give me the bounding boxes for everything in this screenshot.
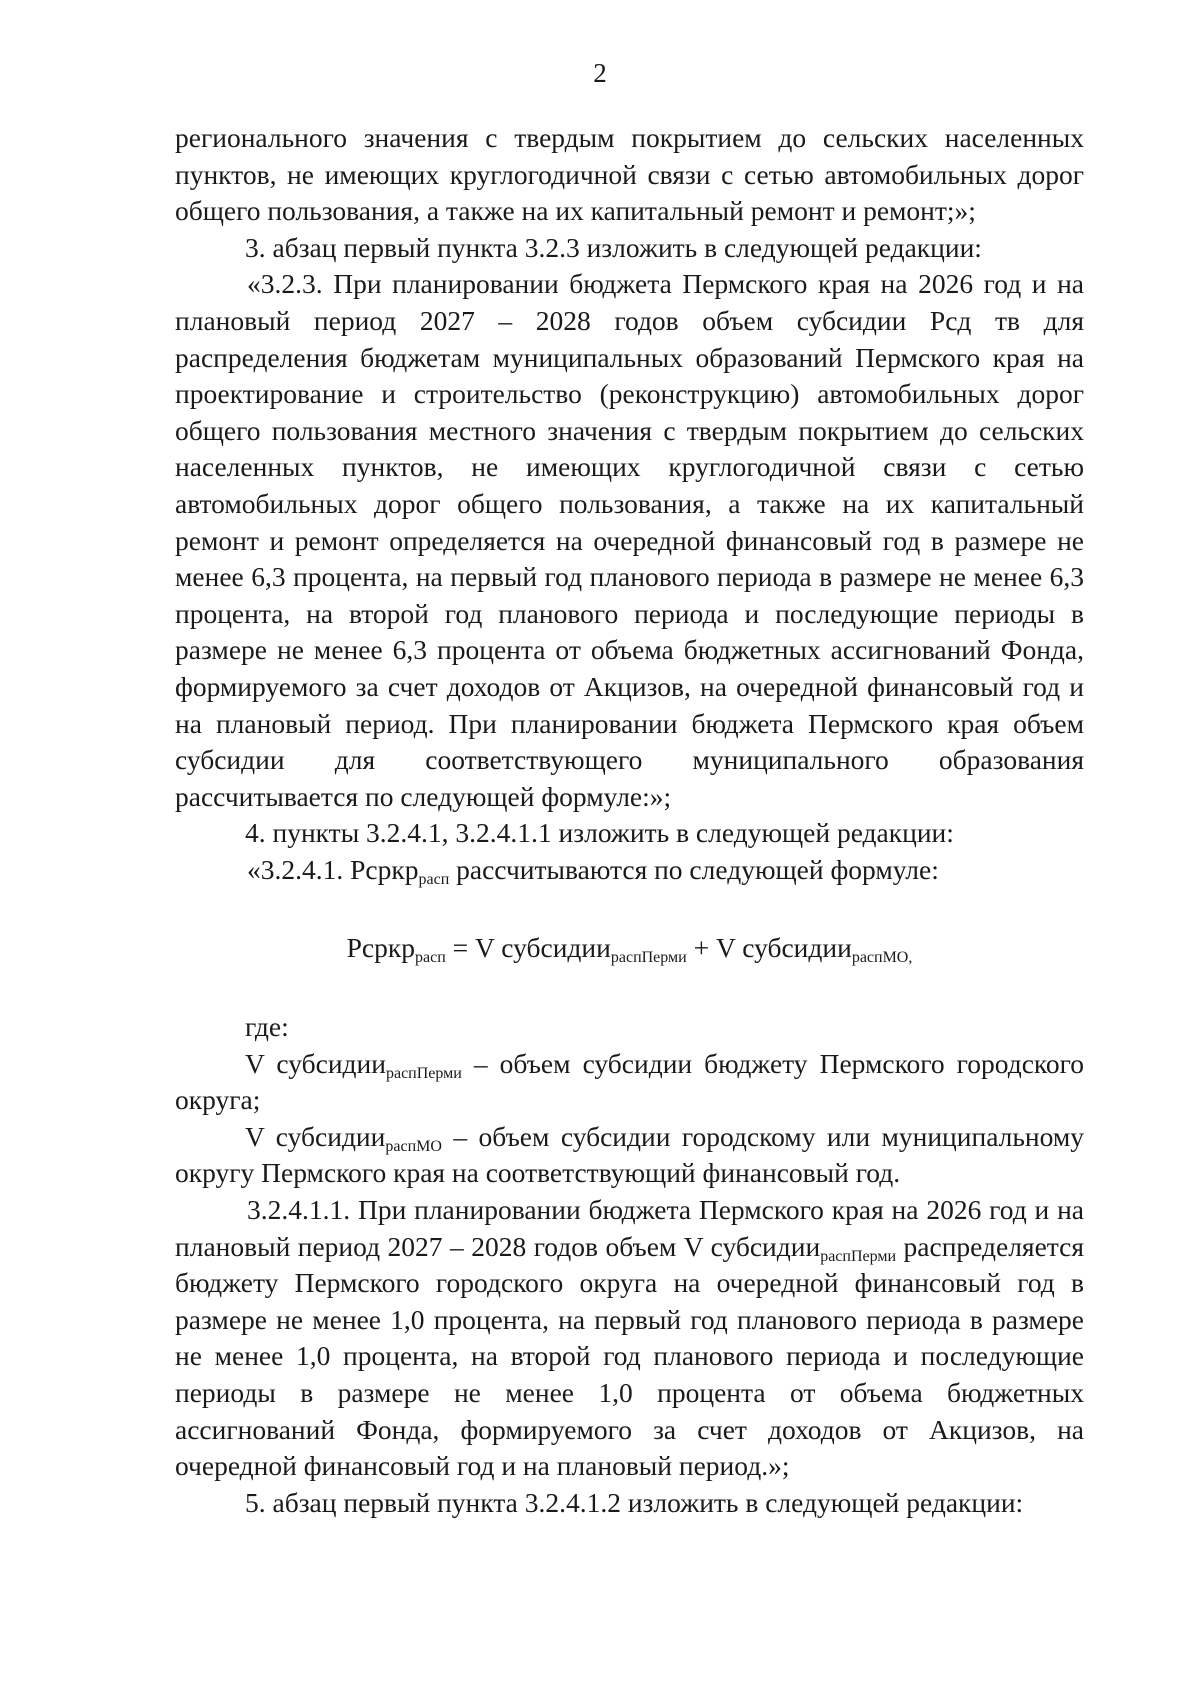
text-line: общего пользования, а также на их капитальный ремонт и ремонт;»; xyxy=(175,195,976,227)
text-line: регионального значения с твердым покрытием до сельских населенных xyxy=(175,122,1084,153)
paragraph-continuation xyxy=(175,120,1084,230)
definition-mo: V субсидии$_{распМО}$ – объем субсидии городскому или муниципальному округу Пермского края на соответствующий финансовый год. xyxy=(175,1120,1085,1189)
where-label: где: xyxy=(245,1011,289,1043)
page-number: 2 xyxy=(593,58,607,88)
paragraph-item-5: 5. абзац первый пункта 3.2.4.1.2 изложить в следующей редакции: xyxy=(245,1486,1024,1518)
paragraph-item-3: 3. абзац первый пункта 3.2.3 изложить в следующей редакции: xyxy=(245,231,982,263)
paragraph-item-4: 4. пункты 3.2.4.1, 3.2.4.1.1 изложить в следующей редакции: xyxy=(245,817,954,849)
document-body xyxy=(175,120,1084,1521)
paragraph-3-2-4-1: «3.2.4.1. Рсркр$_{расп}$ рассчитываются по следующей формуле: xyxy=(247,853,939,888)
paragraph-3-2-3: «3.2.3. При планировании бюджета Пермского края на 2026 год и на плановый период 2027 – 2028 годов объем субсидии Рсд тв для распределения бюджетам муниципальных образований Пермского края на проектирование и строительство (реконструкцию) автомобильных дорог общего пользования местного значения с твердым покрытием до сельских населенных пунктов, не имеющих круглогодичной связи с сетью автомобильных дорог общего пользования, а также на их капитальный ремонт и ремонт определяется на очередной финансовый год в размере не менее 6,3 процента, на первый год планового периода в размере не менее 6,3 процента, на второй год планового периода и последующие периоды в размере не менее 6,3 процента от объема бюджетных ассигнований Фонда, формируемого за счет доходов от Акцизов, на очередной финансовый год и на плановый период. При планировании бюджета Пермского края объем субсидии для соответствующего муниципального образования рассчитывается по следующей формуле:»; xyxy=(175,268,1084,812)
paragraph-3-2-4-1-1: 3.2.4.1.1. При планировании бюджета Пермского края на 2026 год и на плановый период 2027 – 2028 годов объем V субсидии$_{распПерми}$ распределяется бюджету Пермского городского округа на очередной финансовый год в размере не менее 1,0 процента, на первый год планового периода в размере не менее 1,0 процента, на второй год планового периода и последующие периоды в размере не менее 1,0 процента от объема бюджетных ассигнований Фонда, формируемого за счет доходов от Акцизов, на очередной финансовый год и на плановый период.»; xyxy=(175,1194,1084,1482)
formula: Рсркр$_{расп}$ = V субсидии$_{распПерми}$ + V субсидии$_{распМО,}$ xyxy=(346,932,913,967)
definition-perm: V субсидии$_{распПерми}$ – объем субсидии бюджету Пермского городского округа; xyxy=(175,1047,1084,1116)
text-line: пунктов, не имеющих круглогодичной связи с сетью автомобильных дорог xyxy=(175,158,1084,190)
